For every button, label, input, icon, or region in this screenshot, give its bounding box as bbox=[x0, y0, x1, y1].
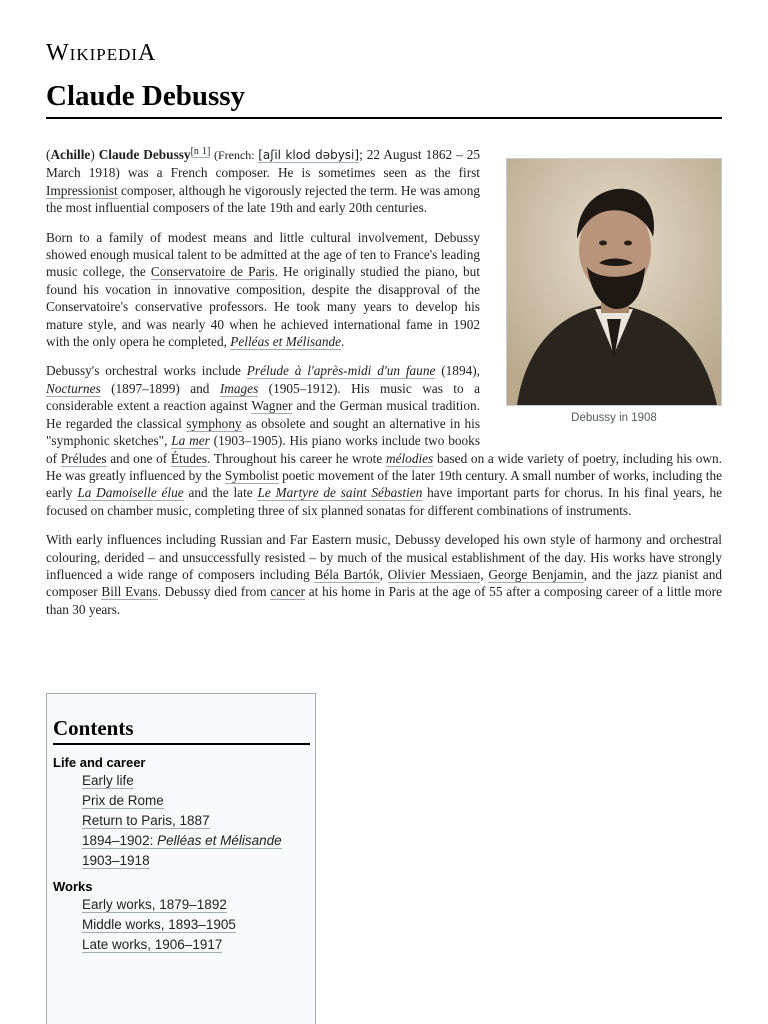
wikipedia-wordmark[interactable] bbox=[46, 40, 156, 67]
text-run: (1905–1912). His music was to a considerable extent a reaction against bbox=[46, 380, 480, 414]
link-symphony[interactable]: symphony bbox=[186, 415, 242, 431]
link-messiaen[interactable]: Olivier Messiaen bbox=[387, 566, 481, 582]
text-run: , bbox=[480, 566, 489, 582]
text-run: , and the jazz pianist and composer bbox=[46, 566, 723, 600]
infobox bbox=[506, 158, 722, 427]
text-run: and the German musical tradition. He regarded the classical bbox=[46, 398, 480, 431]
portrait-caption: Debussy in 1908 bbox=[571, 412, 657, 424]
link-conservatoire[interactable]: Conservatoire de Paris bbox=[150, 264, 275, 280]
toc-item-label: Early works, 1879–1892 bbox=[82, 897, 227, 912]
toc-item-label: Middle works, 1893–1905 bbox=[82, 917, 236, 932]
link-images[interactable]: Images bbox=[219, 380, 259, 396]
toc-heading: Contents bbox=[53, 716, 310, 745]
bold-name-first: Achille bbox=[50, 147, 91, 162]
portrait-image[interactable] bbox=[506, 158, 722, 406]
text-run: based on a wide variety of poetry, including his own. He was greatly influenced by the bbox=[46, 450, 722, 483]
bold-name: Claude Debussy bbox=[98, 147, 191, 162]
wordmark-middle: IKIPEDI bbox=[69, 45, 139, 64]
text-run: . He originally studied the piano, but found his vocation in innovative composition, despite the disapproval of the Conservatoire's conservative professors. He took many years to develop his mature style, and was nearly 40 when he achieved international fame in 1902 with the only opera he completed, bbox=[46, 264, 480, 350]
text-run: . Debussy died from bbox=[157, 584, 271, 600]
link-bartok[interactable]: Béla Bartók bbox=[314, 566, 380, 582]
toc-item-label: Late works, 1906–1917 bbox=[82, 937, 223, 952]
toc-item-label: Prix de Rome bbox=[82, 793, 164, 808]
toc-item-label: Early life bbox=[82, 773, 134, 788]
text-run: and one of bbox=[106, 450, 171, 466]
text-run: Debussy's orchestral works include bbox=[46, 363, 247, 379]
page-title: Claude Debussy bbox=[46, 80, 246, 112]
article-body bbox=[46, 146, 722, 630]
link-la-mer[interactable]: La mer bbox=[171, 433, 210, 449]
link-nocturnes[interactable]: Nocturnes bbox=[46, 380, 101, 396]
toc-item-prix-de-rome[interactable] bbox=[82, 792, 315, 809]
toc-item-late-works[interactable] bbox=[82, 936, 315, 953]
table-of-contents bbox=[46, 693, 316, 1024]
text-run: Born to a family of modest means and little cultural involvement, Debussy showed enough musical talent to be admitted at the age of ten to France's leading music college, the bbox=[46, 229, 480, 280]
text-run: With early influences including Russian and Far Eastern music, Debussy developed his own style of harmony and orchestral colouring, derided – and unsuccessfully resisted – by much of the musical establishment of the day. His works have strongly influenced a wide range of composers including bbox=[46, 532, 722, 582]
footnote-n1-link[interactable]: [n 1] bbox=[190, 145, 211, 157]
toc-item-label: 1903–1918 bbox=[82, 853, 150, 868]
text-run: (French: bbox=[210, 148, 259, 162]
link-bill-evans[interactable]: Bill Evans bbox=[101, 584, 158, 600]
toc-item-label-italic: Pelléas et Mélisande bbox=[157, 833, 282, 848]
link-etudes[interactable]: Études bbox=[170, 450, 208, 466]
text-run: . bbox=[341, 334, 345, 350]
toc-item-label: 1894–1902: bbox=[82, 833, 158, 848]
toc-item-1903-1918[interactable] bbox=[82, 852, 315, 869]
link-cancer[interactable]: cancer bbox=[270, 584, 306, 600]
wordmark-first-letter: W bbox=[46, 40, 70, 66]
text-run: have important parts for chorus. In his final years, he focused on chamber music, completing three of six planned sonatas for different combinations of instruments. bbox=[46, 485, 723, 518]
link-pelleas[interactable]: Pelléas et Mélisande bbox=[230, 334, 342, 350]
text-run: , bbox=[379, 566, 388, 582]
text-run: ( bbox=[46, 147, 51, 162]
link-benjamin[interactable]: George Benjamin bbox=[488, 566, 584, 582]
portrait-photo-icon bbox=[507, 159, 721, 405]
toc-item-early-works[interactable] bbox=[82, 896, 315, 913]
text-run: (1897–1899) and bbox=[100, 380, 220, 396]
text-run: (1903–1905). His piano works include two books of bbox=[46, 433, 481, 466]
text-run: (1894), bbox=[435, 363, 480, 379]
link-martyre[interactable]: Le Martyre de saint Sébastien bbox=[257, 485, 423, 501]
text-run: ) bbox=[90, 147, 99, 162]
toc-item-return-to-paris[interactable] bbox=[82, 812, 315, 829]
title-divider bbox=[46, 117, 722, 119]
link-damoiselle[interactable]: La Damoiselle élue bbox=[77, 485, 184, 501]
text-run: ; 22 August 1862 – 25 March 1918) was a French composer. He is sometimes seen as the first bbox=[46, 147, 480, 181]
link-melodies[interactable]: mélodies bbox=[385, 450, 434, 466]
link-wagner[interactable]: Wagner bbox=[251, 398, 293, 414]
toc-item-label: Return to Paris, 1887 bbox=[82, 813, 210, 828]
toc-section-works[interactable]: Works bbox=[53, 879, 93, 894]
link-prelude[interactable]: Prélude à l'après-midi d'un faune bbox=[246, 363, 436, 379]
toc-item-middle-works[interactable] bbox=[82, 916, 315, 933]
text-run: as obsolete and sought an alternative in his "symphonic sketches", bbox=[46, 415, 480, 449]
link-preludes[interactable]: Préludes bbox=[60, 450, 107, 466]
text-run: and the late bbox=[183, 485, 258, 501]
text-run: at his home in Paris at the age of 55 after a composing career of a little more than 30 years. bbox=[46, 584, 722, 617]
text-run: composer, although he vigorously rejected the term. He was among the most influential composers of the late 19th and early 20th centuries. bbox=[46, 182, 480, 216]
link-impressionist[interactable]: Impressionist bbox=[46, 182, 118, 198]
text-run: poetic movement of the later 19th century. A small number of works, including the early bbox=[46, 467, 722, 501]
text-run: . Throughout his career he wrote bbox=[207, 450, 386, 466]
link-symbolist[interactable]: Symbolist bbox=[224, 467, 279, 483]
ipa-pronunciation-link[interactable]: [aʃil klod dəbysi] bbox=[258, 148, 360, 162]
toc-item-early-life[interactable] bbox=[82, 772, 315, 789]
toc-item-1894-1902[interactable] bbox=[82, 832, 315, 849]
paragraph-4 bbox=[46, 531, 722, 618]
toc-section-life-and-career[interactable]: Life and career bbox=[53, 755, 146, 770]
wordmark-last-letter: A bbox=[138, 40, 157, 66]
